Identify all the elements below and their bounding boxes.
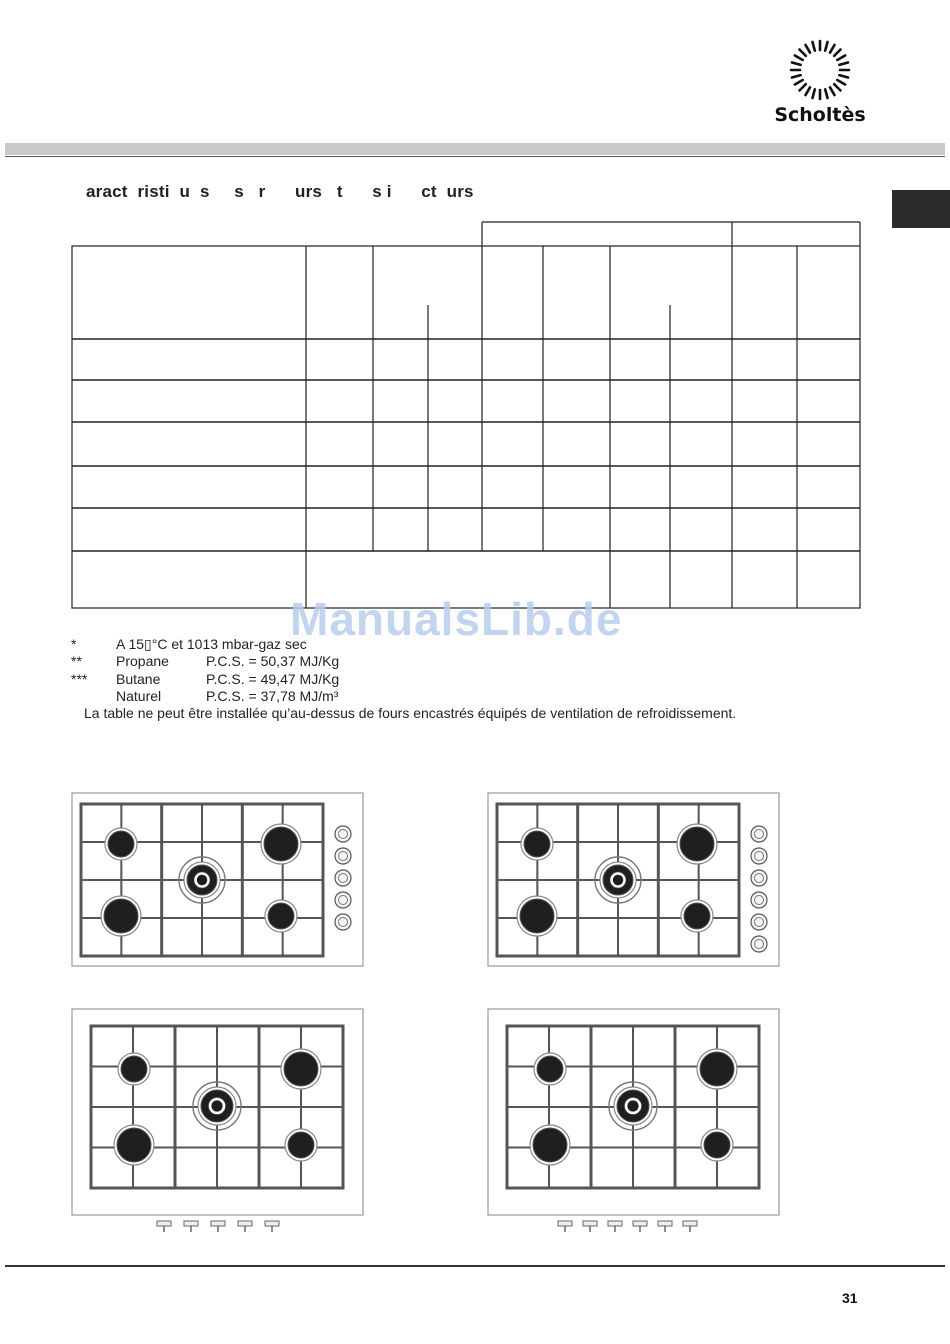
burner-icon xyxy=(524,831,550,857)
control-knob-icon xyxy=(335,848,351,864)
gas-name: Naturel xyxy=(116,688,162,704)
burner-icon xyxy=(104,899,138,933)
footnote-mark: * xyxy=(71,636,77,652)
page-number: 31 xyxy=(842,1290,858,1306)
burner-icon xyxy=(117,1128,151,1162)
control-knob-icon xyxy=(658,1221,672,1226)
control-knob-icon xyxy=(184,1221,198,1226)
burner-icon xyxy=(704,1132,730,1158)
gas-pcs: P.C.S. = 50,37 MJ/Kg xyxy=(206,653,340,669)
installation-note: La table ne peut être installée qu’au-dessus de fours encastrés équipés de ventilation de refroidissement. xyxy=(84,705,737,721)
control-knob-icon xyxy=(211,1221,225,1226)
control-knob-icon xyxy=(583,1221,597,1226)
control-knob-icon xyxy=(265,1221,279,1226)
control-knob-icon xyxy=(558,1221,572,1226)
control-knob-icon xyxy=(751,936,767,952)
gas-name: Propane xyxy=(116,653,169,669)
table-frame xyxy=(72,246,860,608)
watermark: ManualsLib.de xyxy=(290,593,623,645)
burner-icon xyxy=(288,1132,314,1158)
burner-icon xyxy=(533,1128,567,1162)
burner-icon xyxy=(537,1056,563,1082)
burner-icon xyxy=(108,831,134,857)
control-knob-icon xyxy=(683,1221,697,1226)
section-title: aract risti u s s r urs t s i ct urs xyxy=(86,182,474,201)
brand-name: Scholtès xyxy=(774,104,866,126)
control-knob-icon xyxy=(335,914,351,930)
burner-icon xyxy=(264,827,298,861)
hob-front-controls-5-knobs xyxy=(71,792,364,967)
specification-table xyxy=(0,0,950,620)
burner-icon xyxy=(121,1056,147,1082)
control-knob-icon xyxy=(633,1221,647,1226)
control-knob-icon xyxy=(751,826,767,842)
burner-icon xyxy=(680,827,714,861)
control-knob-icon xyxy=(335,870,351,886)
hob-bottom-controls-5-knobs xyxy=(71,1008,364,1238)
hob-bottom-controls-6-knobs xyxy=(487,1008,780,1238)
control-knob-icon xyxy=(238,1221,252,1226)
wok-core-icon xyxy=(613,875,624,886)
burner-icon xyxy=(684,903,710,929)
control-knob-icon xyxy=(751,848,767,864)
control-knob-icon xyxy=(751,892,767,908)
burner-icon xyxy=(284,1052,318,1086)
gas-pcs: P.C.S. = 49,47 MJ/Kg xyxy=(206,671,340,687)
burner-icon xyxy=(700,1052,734,1086)
control-knob-icon xyxy=(335,826,351,842)
footnote-mark: ** xyxy=(71,653,82,669)
control-knob-icon xyxy=(751,914,767,930)
gas-pcs: P.C.S. = 37,78 MJ/m³ xyxy=(206,688,339,704)
control-knob-icon xyxy=(157,1221,171,1226)
wok-core-icon xyxy=(627,1100,638,1111)
burner-icon xyxy=(520,899,554,933)
footnote-mark: *** xyxy=(71,671,88,687)
gas-name: Butane xyxy=(116,671,161,687)
wok-core-icon xyxy=(197,875,208,886)
wok-core-icon xyxy=(211,1100,222,1111)
control-knob-icon xyxy=(335,892,351,908)
burner-icon xyxy=(268,903,294,929)
hob-front-controls-6-knobs xyxy=(487,792,780,967)
footer-divider xyxy=(5,1265,945,1267)
control-knob-icon xyxy=(751,870,767,886)
footnote-text: A 15▯°C et 1013 mbar-gaz sec xyxy=(116,636,307,652)
control-knob-icon xyxy=(608,1221,622,1226)
